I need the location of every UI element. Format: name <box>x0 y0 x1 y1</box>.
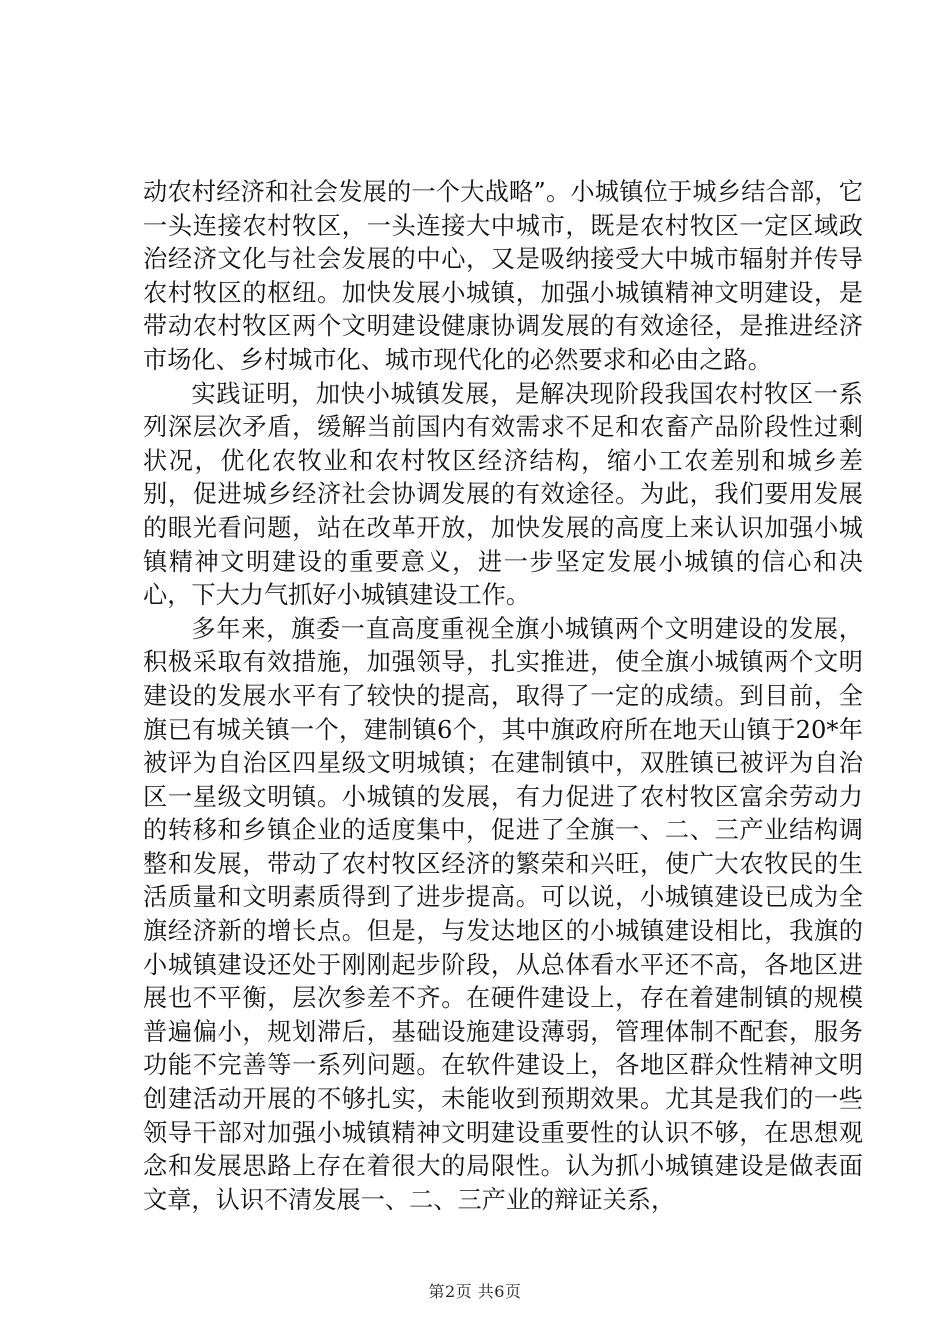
page-number-footer: 第2页 共6页 <box>428 1282 522 1301</box>
paragraph-1: 动农村经济和社会发展的一个大战略”。小城镇位于城乡结合部，它一头连接农村牧区，一头连接大中城市，既是农村牧区一定区域政治经济文化与社会发展的中心，又是吸纳接受大中城市辐射并传导农村牧区的枢纽。加快发展小城镇，加强小城镇精神文明建设，是带动农村牧区两个文明建设健康协调发展的有效途径，是推进经济市场化、乡村城市化、城市现代化的必然要求和必由之路。 <box>143 178 863 374</box>
document-body <box>143 176 863 1217</box>
paragraph-2: 实践证明，加快小城镇发展，是解决现阶段我国农村牧区一系列深层次矛盾，缓解当前国内有效需求不足和农畜产品阶段性过剩状况，优化农牧业和农村牧区经济结构，缩小工农差别和城乡差别，促进城乡经济社会协调发展的有效途径。为此，我们要用发展的眼光看问题，站在改革开放，加快发展的高度上来认识加强小城镇精神文明建设的重要意义，进一步坚定发展小城镇的信心和决心，下大力气抓好小城镇建设工作。 <box>143 379 863 610</box>
paragraph-3: 多年来，旗委一直高度重视全旗小城镇两个文明建设的发展，积极采取有效措施，加强领导，扎实推进，使全旗小城镇两个文明建设的发展水平有了较快的提高，取得了一定的成绩。到目前，全旗已有城关镇一个，建制镇6个，其中旗政府所在地天山镇于20*年被评为自治区四星级文明城镇；在建制镇中，双胜镇已被评为自治区一星级文明镇。小城镇的发展，有力促进了农村牧区富余劳动力的转移和乡镇企业的适度集中，促进了全旗一、二、三产业结构调整和发展，带动了农村牧区经济的繁荣和兴旺，使广大农牧民的生活质量和文明素质得到了进步提高。可以说，小城镇建设已成为全旗经济新的增长点。但是，与发达地区的小城镇建设相比，我旗的小城镇建设还处于刚刚起步阶段，从总体看水平还不高，各地区进展也不平衡，层次参差不齐。在硬件建设上，存在着建制镇的规模普遍偏小，规划滞后，基础设施建设薄弱，管理体制不配套，服务功能不完善等一系列问题。在软件建设上，各地区群众性精神文明创建活动开展的不够扎实，未能收到预期效果。尤其是我们的一些领导干部对加强小城镇精神文明建设重要性的认识不够，在思想观念和发展思路上存在着很大的局限性。认为抓小城镇建设是做表面文章，认识不清发展一、二、三产业的辩证关系， <box>143 614 863 1214</box>
